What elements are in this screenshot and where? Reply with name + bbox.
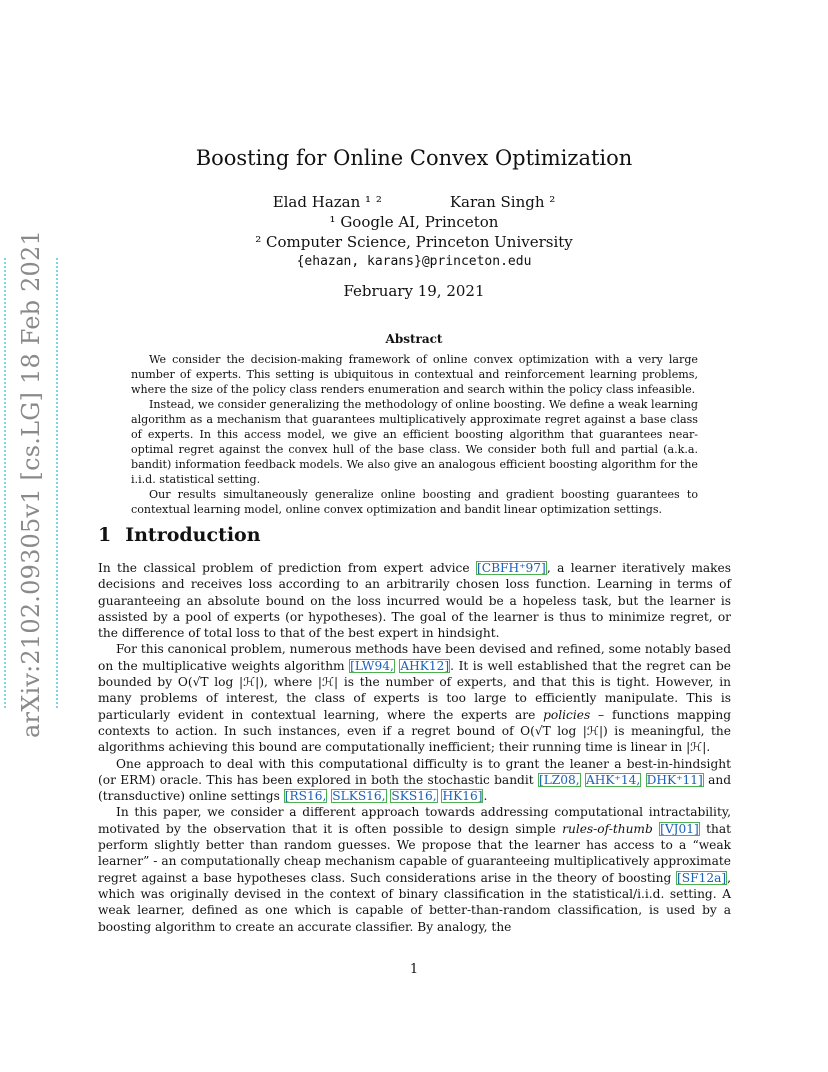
- abstract: [131, 352, 698, 517]
- author-block: [0, 192, 828, 272]
- citation-link[interactable]: [CBFH⁺97]: [476, 561, 546, 575]
- citation-link[interactable]: SKS16,: [391, 789, 437, 804]
- citation-link[interactable]: AHK12]: [400, 658, 450, 673]
- abstract-paragraph: Instead, we consider generalizing the methodology of online boosting. We define a weak learning algorithm as a mechanism that guarantees multiplicatively approximate regret against a base class of experts. In this access model, we give an efficient boosting algorithm that guarantees near-optimal regret against the convex hull of the base class. We consider both full and partial (a.k.a. bandit) information feedback models. We also give an analogous efficient boosting algorithm for the i.i.d. statistical setting.: [131, 398, 698, 486]
- citation-link[interactable]: [VJ01]: [660, 821, 699, 836]
- citation-link[interactable]: [LW94,: [350, 658, 394, 673]
- section-heading: [98, 524, 261, 546]
- affiliation-princeton: ² Computer Science, Princeton University: [255, 233, 573, 251]
- citation-link[interactable]: SLKS16,: [332, 789, 386, 804]
- section-body: [98, 560, 731, 935]
- citation-link[interactable]: [LZ08,: [538, 772, 580, 787]
- body-paragraph: In this paper, we consider a different approach towards addressing computational intractability, motivated by the observation that it is often possible to design simple rules-of-thumb [VJ01] that perform slightly better than random guesses. We propose that the learner has access to a “weak learner” - an computationally cheap mechanism capable of guaranteeing multiplicatively approximate regret against a base hypotheses class. Such considerations arise in the theory of boosting [SF12a], which was originally devised in the context of binary classification in the statistical/i.i.d. setting. A weak learner, defined as one which is capable of better-than-random classification, is used by a boosting algorithm to create an accurate classifier. By analogy, the: [98, 805, 731, 934]
- citation-link[interactable]: [SF12a]: [677, 870, 727, 885]
- affiliation-google: ¹ Google AI, Princeton: [329, 213, 499, 231]
- author-emails: {ehazan, karans}@princeton.edu: [296, 254, 532, 269]
- body-paragraph: For this canonical problem, numerous methods have been devised and refined, some notably based on the multiplicative weights algorithm [LW94, AHK12]. It is well established that the regret can be bounded by O(√T log |ℋ|), where |ℋ| is the number of experts, and that this is tight. However, in many problems of interest, the class of experts is too large to efficiently manipulate. This is particularly evident in contextual learning, where the experts are policies – functions mapping contexts to action. In such instances, even if a regret bound of O(√T log |ℋ|) is meaningful, the algorithms achieving this bound are computationally inefficient; their running time is linear in |ℋ|.: [98, 642, 732, 755]
- citation-link[interactable]: HK16]: [442, 789, 483, 804]
- abstract-paragraph: Our results simultaneously generalize online boosting and gradient boosting guarantees to contextual learning model, online convex optimization and bandit linear optimization settings.: [131, 488, 698, 516]
- citation-link[interactable]: DHK⁺11]: [646, 772, 703, 787]
- paper-title: Boosting for Online Convex Optimization: [195, 146, 633, 170]
- abstract-paragraph: We consider the decision-making framework of online convex optimization with a very large number of experts. This setting is ubiquitous in contextual and reinforcement learning problems, where the size of the policy class renders enumeration and search within the policy class infeasible.: [131, 353, 698, 396]
- author-hazan: Elad Hazan ¹ ²: [272, 193, 382, 211]
- section-number: 1: [98, 524, 112, 546]
- abstract-heading: Abstract: [385, 332, 443, 346]
- body-paragraph: In the classical problem of prediction from expert advice [CBFH⁺97], a learner iteratively makes decisions and receives loss according to an arbitrarily chosen loss function. Learning in terms of guaranteeing an absolute bound on the loss incurred would be a hopeless task, but the learner is assisted by a pool of experts (or hypotheses). The goal of the learner is thus to minimize regret, or the difference of total loss to that of the best expert in hindsight.: [98, 561, 731, 641]
- arxiv-watermark: arXiv:2102.09305v1 [cs.LG] 18 Feb 2021: [17, 230, 45, 738]
- body-paragraph: One approach to deal with this computational difficulty is to grant the leaner a best-in-hindsight (or ERM) oracle. This has been explored in both the stochastic bandit [LZ08, AHK⁺14, DHK⁺11] and (transductive) online settings [RS16, SLKS16, SKS16, HK16].: [98, 756, 732, 804]
- page-number: 1: [409, 962, 419, 977]
- citation-link[interactable]: [RS16,: [284, 789, 327, 804]
- author-singh: Karan Singh ²: [449, 193, 556, 211]
- paper-date: February 19, 2021: [343, 282, 485, 300]
- citation-link[interactable]: AHK⁺14,: [585, 772, 641, 787]
- section-title: Introduction: [125, 524, 261, 546]
